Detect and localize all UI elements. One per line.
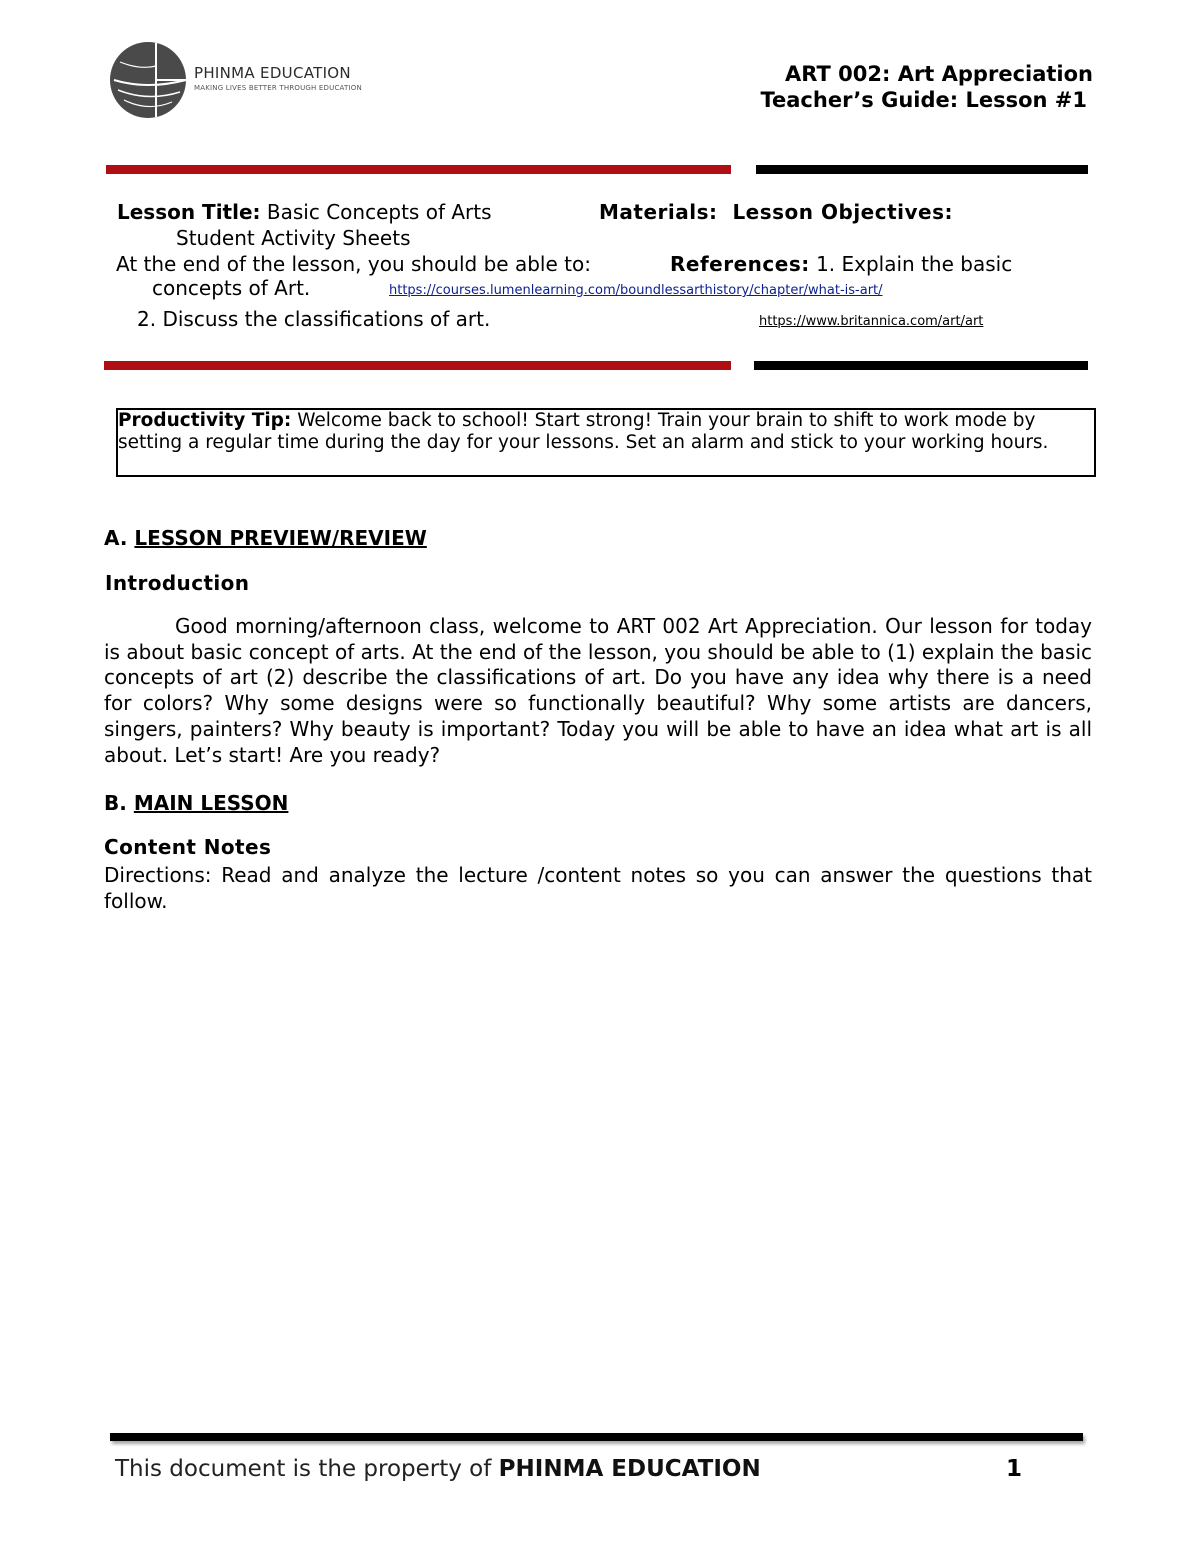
introduction-heading: Introduction xyxy=(105,571,250,595)
top-divider-black xyxy=(756,165,1088,174)
reference-link-lumen[interactable]: https://courses.lumenlearning.com/boundlessarthistory/chapter/what-is-art/ xyxy=(389,283,883,298)
objective-1b: concepts of Art. xyxy=(152,276,311,300)
materials-objectives-row xyxy=(599,200,953,224)
section-a-title: LESSON PREVIEW/REVIEW xyxy=(134,526,427,550)
references-row xyxy=(670,252,1012,276)
section-a-heading xyxy=(104,526,427,550)
section-b-letter: B. xyxy=(104,791,127,815)
footer-text xyxy=(115,1456,761,1482)
content-notes-heading: Content Notes xyxy=(104,835,272,859)
course-title: ART 002: Art Appreciation xyxy=(785,62,1093,86)
tip-label: Productivity Tip: xyxy=(118,410,292,431)
footer-prefix: This document is the property of xyxy=(115,1456,492,1482)
section-b-heading xyxy=(104,791,288,815)
objective-1a: 1. Explain the basic xyxy=(816,252,1013,276)
materials-label: Materials: xyxy=(599,200,718,224)
footer-brand: PHINMA EDUCATION xyxy=(498,1456,761,1482)
references-label: References: xyxy=(670,252,810,276)
introduction-paragraph: Good morning/afternoon class, welcome to ART 002 Art Appreciation. Our lesson for today is about basic concept of arts. At the end of the lesson, you should be able to (1) explain the basic concepts of art (2) describe the classifications of art. Do you have any idea why there is a need for colors? Why some designs were so functionally beautiful? Why some artists are dancers, singers, painters? Why beauty is important? Today you will be able to have an idea what art is all about. Let’s start! Are you ready? xyxy=(104,614,1092,767)
logo-wordmark: PHINMA EDUCATION xyxy=(194,64,351,82)
top-divider-red xyxy=(106,165,731,174)
logo-tagline: MAKING LIVES BETTER THROUGH EDUCATION xyxy=(194,84,362,92)
materials-value: Student Activity Sheets xyxy=(176,226,411,250)
lesson-title-value: Basic Concepts of Arts xyxy=(266,200,492,224)
reference-link-britannica[interactable]: https://www.britannica.com/art/art xyxy=(759,314,984,329)
bottom-divider-black xyxy=(754,361,1088,370)
productivity-tip xyxy=(118,410,1094,453)
page-number: 1 xyxy=(1006,1456,1023,1482)
lesson-title-label: Lesson Title: xyxy=(117,200,261,224)
footer-divider xyxy=(110,1433,1083,1441)
guide-title: Teacher’s Guide: Lesson #1 xyxy=(760,88,1087,112)
objectives-intro: At the end of the lesson, you should be able to: xyxy=(116,252,591,276)
lesson-title-row xyxy=(117,200,492,224)
directions-paragraph: Directions: Read and analyze the lecture /content notes so you can answer the questions that follow. xyxy=(104,863,1092,913)
bottom-divider-red xyxy=(104,361,731,370)
tip-text: Welcome back to school! Start strong! Train your brain to shift to work mode by setting a regular time during the day for your lessons. Set an alarm and stick to your working hours. xyxy=(118,410,1049,453)
objectives-label: Lesson Objectives: xyxy=(732,200,954,224)
section-b-title: MAIN LESSON xyxy=(133,791,289,815)
section-a-letter: A. xyxy=(104,526,128,550)
objective-2: 2. Discuss the classifications of art. xyxy=(137,307,491,331)
